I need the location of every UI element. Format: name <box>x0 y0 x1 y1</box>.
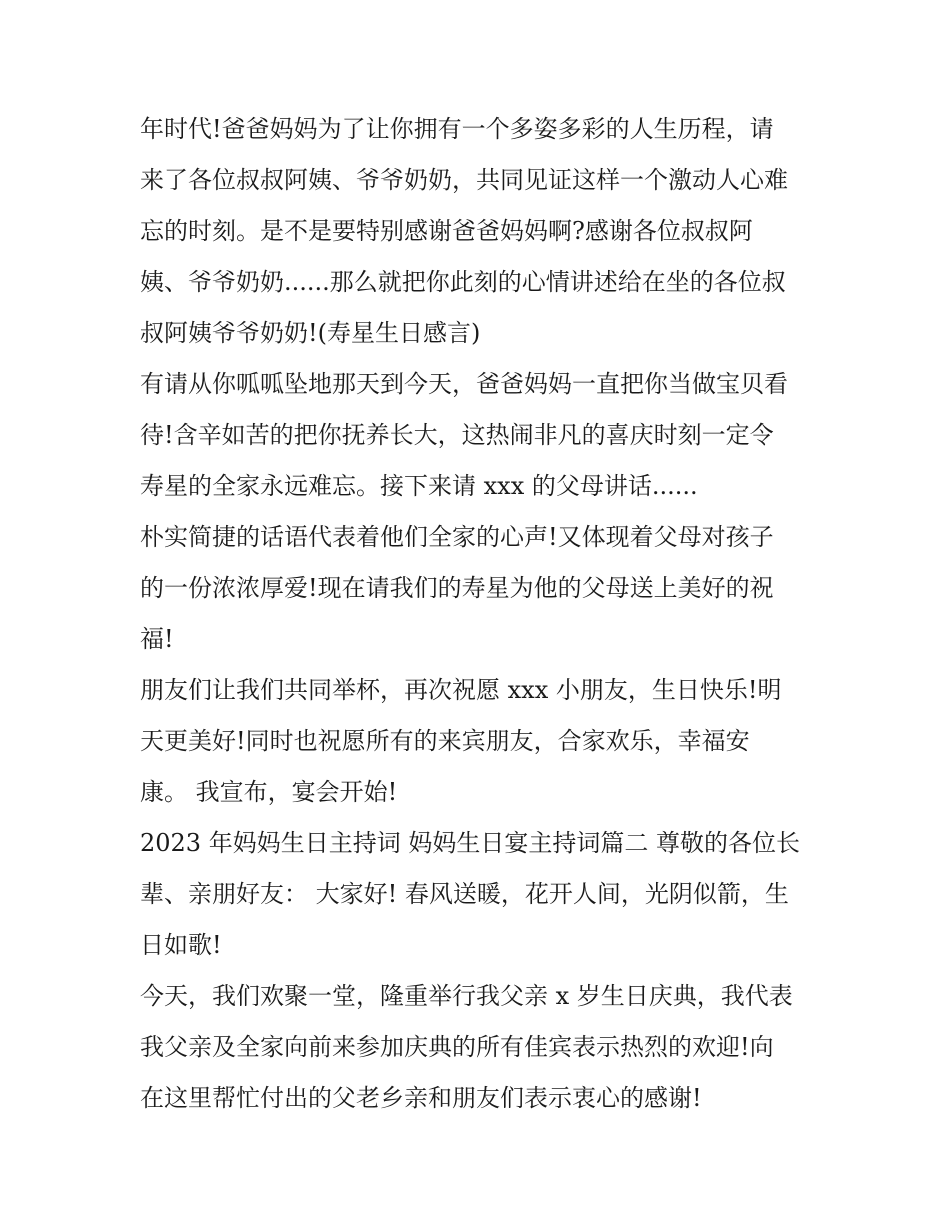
text-line: 2023 年妈妈生日主持词 妈妈生日宴主持词篇二 尊敬的各位长 <box>140 829 800 857</box>
text-line: 天更美好!同时也祝愿所有的来宾朋友，合家欢乐，幸福安 <box>140 727 750 755</box>
text-line: 待!含辛如苦的把你抚养长大，这热闹非凡的喜庆时刻一定令 <box>140 421 774 449</box>
text-line: 忘的时刻。是不是要特别感谢爸爸妈妈啊?感谢各位叔叔阿 <box>140 217 753 245</box>
text-line: 有请从你呱呱坠地那天到今天，爸爸妈妈一直把你当做宝贝看 <box>140 370 788 398</box>
text-line: 朴实简捷的话语代表着他们全家的心声!又体现着父母对孩子 <box>140 523 774 551</box>
text-line: 叔阿姨爷爷奶奶!(寿星生日感言) <box>140 319 481 347</box>
text-line: 在这里帮忙付出的父老乡亲和朋友们表示衷心的感谢! <box>140 1084 702 1112</box>
text-line: 的一份浓浓厚爱!现在请我们的寿星为他的父母送上美好的祝 <box>140 574 774 602</box>
text-line: 我父亲及全家向前来参加庆典的所有佳宾表示热烈的欢迎!向 <box>140 1033 774 1061</box>
text-line: 福! <box>140 625 174 653</box>
text-line: 辈、亲朋好友： 大家好! 春风送暖，花开人间，光阴似箭，生 <box>140 880 789 908</box>
text-line: 日如歌! <box>140 931 222 959</box>
text-line: 朋友们让我们共同举杯，再次祝愿 xxx 小朋友，生日快乐!明 <box>140 676 782 704</box>
text-line: 寿星的全家永远难忘。接下来请 xxx 的父母讲话...... <box>140 472 698 500</box>
document-body <box>140 104 812 1124</box>
text-line: 康。 我宣布，宴会开始! <box>140 778 398 806</box>
text-line: 来了各位叔叔阿姨、爷爷奶奶，共同见证这样一个激动人心难 <box>140 166 788 194</box>
text-line: 今天，我们欢聚一堂，隆重举行我父亲 x 岁生日庆典，我代表 <box>140 982 793 1010</box>
text-line: 姨、爷爷奶奶......那么就把你此刻的心情讲述给在坐的各位叔 <box>140 268 786 296</box>
text-line: 年时代!爸爸妈妈为了让你拥有一个多姿多彩的人生历程，请 <box>140 115 774 143</box>
